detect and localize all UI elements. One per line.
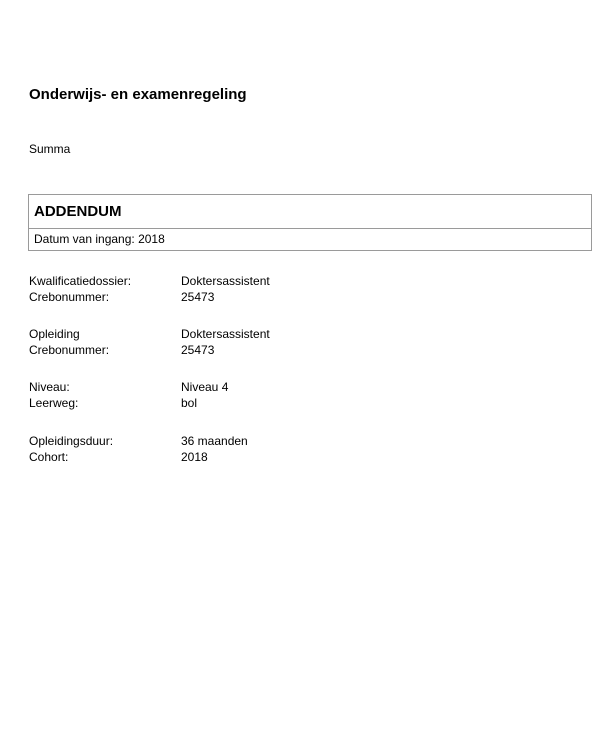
info-section-level	[29, 379, 228, 411]
info-row	[29, 395, 228, 411]
info-section-qualification	[29, 273, 270, 305]
info-row	[29, 379, 228, 395]
info-value: Niveau 4	[181, 380, 229, 394]
organization-name: Summa	[29, 142, 71, 156]
info-value: 25473	[181, 343, 215, 357]
info-label: Leerweg:	[29, 396, 79, 410]
addendum-box	[28, 194, 592, 251]
document-title: Onderwijs- en examenregeling	[29, 86, 247, 103]
info-label: Crebonummer:	[29, 290, 110, 304]
addendum-heading: ADDENDUM	[29, 195, 591, 229]
info-label: Opleidingsduur:	[29, 434, 114, 448]
info-section-programme	[29, 326, 270, 358]
info-row	[29, 289, 270, 305]
info-value: Doktersassistent	[181, 274, 270, 288]
info-label: Cohort:	[29, 450, 69, 464]
info-label: Niveau:	[29, 380, 70, 394]
info-value: 25473	[181, 290, 215, 304]
info-label: Opleiding	[29, 327, 80, 341]
info-row	[29, 326, 270, 342]
info-row	[29, 342, 270, 358]
info-value: 36 maanden	[181, 434, 248, 448]
info-row	[29, 273, 270, 289]
info-section-duration	[29, 433, 248, 465]
info-label: Kwalificatiedossier:	[29, 274, 132, 288]
info-label: Crebonummer:	[29, 343, 110, 357]
info-row	[29, 449, 248, 465]
info-value: Doktersassistent	[181, 327, 270, 341]
addendum-date: Datum van ingang: 2018	[34, 232, 165, 246]
info-value: bol	[181, 396, 198, 410]
info-row	[29, 433, 248, 449]
info-value: 2018	[181, 450, 208, 464]
